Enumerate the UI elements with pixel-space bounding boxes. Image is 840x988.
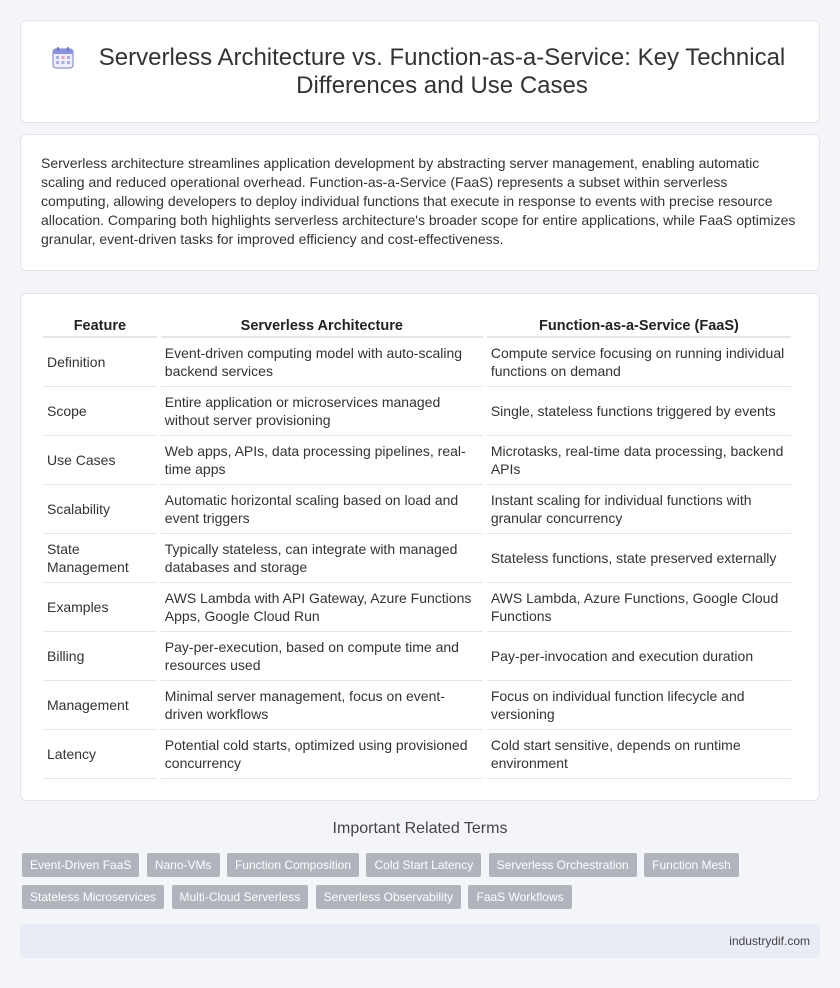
related-tag[interactable]: Function Mesh [644,853,739,877]
faas-cell: AWS Lambda, Azure Functions, Google Cloud Functions [487,583,791,632]
table-row [43,338,791,387]
related-tag[interactable]: FaaS Workflows [468,885,571,909]
serverless-cell: Automatic horizontal scaling based on load and event triggers [161,485,483,534]
feature-cell: Examples [43,583,157,632]
related-tag[interactable]: Nano-VMs [147,853,220,877]
serverless-cell: Minimal server management, focus on event-driven workflows [161,681,483,730]
related-tag[interactable]: Multi-Cloud Serverless [172,885,309,909]
faas-cell: Single, stateless functions triggered by events [487,387,791,436]
header-serverless: Serverless Architecture [161,314,483,338]
title-card [20,20,820,123]
serverless-cell: AWS Lambda with API Gateway, Azure Functions Apps, Google Cloud Run [161,583,483,632]
page-title: Serverless Architecture vs. Function-as-a-Service: Key Technical Differences and Use Cases [98,43,786,99]
footer [20,924,820,958]
table-row [43,681,791,730]
feature-cell: State Management [43,534,157,583]
comparison-table-card [20,293,820,801]
related-tag[interactable]: Serverless Observability [316,885,461,909]
serverless-cell: Entire application or microservices managed without server provisioning [161,387,483,436]
related-tag[interactable]: Cold Start Latency [366,853,481,877]
serverless-cell: Event-driven computing model with auto-scaling backend services [161,338,483,387]
table-row [43,632,791,681]
table-header-row [43,314,791,338]
related-tag[interactable]: Event-Driven FaaS [22,853,139,877]
feature-cell: Use Cases [43,436,157,485]
faas-cell: Pay-per-invocation and execution duration [487,632,791,681]
feature-cell: Definition [43,338,157,387]
serverless-cell: Potential cold starts, optimized using provisioned concurrency [161,730,483,779]
faas-cell: Stateless functions, state preserved externally [487,534,791,583]
footer-site-link[interactable]: industrydif.com [729,934,810,948]
feature-cell: Billing [43,632,157,681]
comparison-table [39,314,795,779]
related-tag[interactable]: Function Composition [227,853,359,877]
faas-cell: Focus on individual function lifecycle and versioning [487,681,791,730]
intro-text: Serverless architecture streamlines application development by abstracting server management, enabling automatic scaling and reduced operational overhead. Function-as-a-Service (FaaS) represents a subset within serverless computing, allowing developers to deploy individual functions that execute in response to events with precise resource allocation. Comparing both highlights serverless architecture's broader scope for entire applications, while FaaS optimizes granular, event-driven tasks for improved efficiency and cost-effectiveness. [41,155,796,247]
calendar-grid-icon [51,46,75,70]
related-tag[interactable]: Stateless Microservices [22,885,164,909]
table-row [43,485,791,534]
intro-card [20,134,820,271]
serverless-cell: Pay-per-execution, based on compute time and resources used [161,632,483,681]
feature-cell: Scope [43,387,157,436]
feature-cell: Scalability [43,485,157,534]
related-terms-tags [22,853,822,917]
table-row [43,387,791,436]
faas-cell: Compute service focusing on running individual functions on demand [487,338,791,387]
header-feature: Feature [43,314,157,338]
table-row [43,534,791,583]
table-row [43,436,791,485]
related-tag[interactable]: Serverless Orchestration [489,853,637,877]
related-terms-title: Important Related Terms [332,820,508,837]
table-row [43,583,791,632]
feature-cell: Latency [43,730,157,779]
header-faas: Function-as-a-Service (FaaS) [487,314,791,338]
table-row [43,730,791,779]
faas-cell: Microtasks, real-time data processing, backend APIs [487,436,791,485]
serverless-cell: Web apps, APIs, data processing pipelines, real-time apps [161,436,483,485]
title-wrap [21,21,819,122]
faas-cell: Instant scaling for individual functions with granular concurrency [487,485,791,534]
serverless-cell: Typically stateless, can integrate with managed databases and storage [161,534,483,583]
faas-cell: Cold start sensitive, depends on runtime environment [487,730,791,779]
feature-cell: Management [43,681,157,730]
